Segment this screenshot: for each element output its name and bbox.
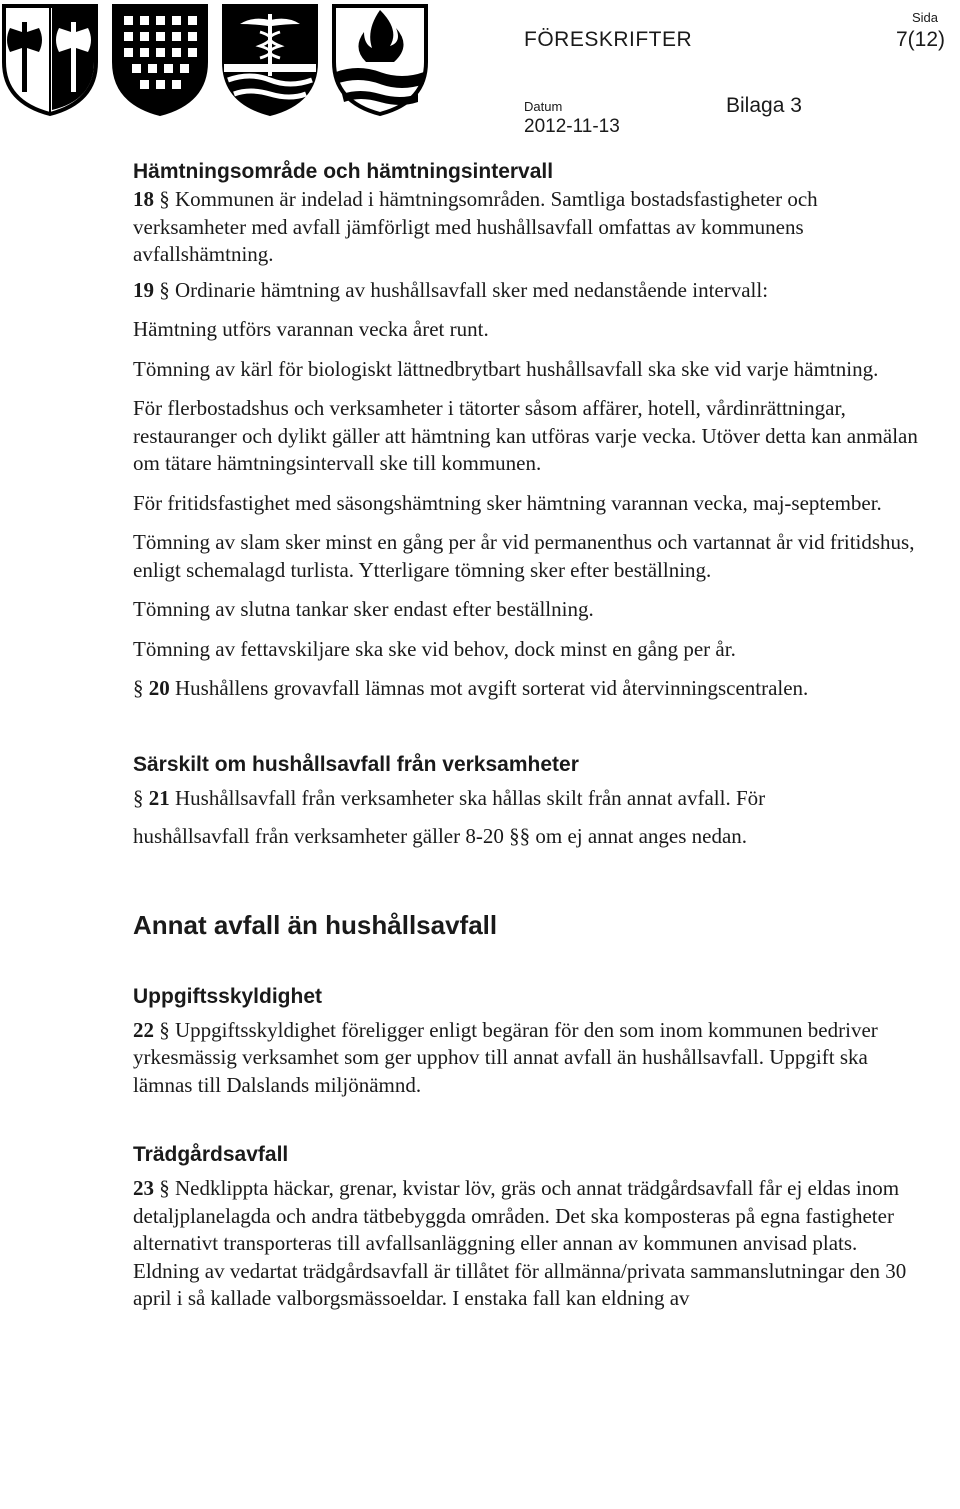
paragraph-text: Hushållsavfall från verksamheter ska hållas skilt från annat avfall. För <box>169 785 766 810</box>
paragraph-text: Hushållens grovavfall lämnas mot avgift sorterat vid återvinningscentralen. <box>169 676 809 700</box>
paragraph-18 <box>133 186 923 269</box>
paragraph-text: Kommunen är indelad i hämtningsområden. Samtliga bostadsfastigheter och verksamheter med avfall jämförligt med hushållsavfall omfattas av kommunens avfallshämtning. <box>133 187 818 266</box>
appendix-label: Bilaga 3 <box>726 94 802 117</box>
chapter-heading: Annat avfall än hushållsavfall <box>133 909 498 940</box>
section-heading: Särskilt om hushållsavfall från verksamheter <box>133 752 579 776</box>
paragraph-text: Ordinarie hämtning av hushållsavfall sker med nedanstående intervall: <box>169 277 769 302</box>
paragraph-number: 22 <box>133 1017 154 1042</box>
paragraph-22 <box>133 1017 923 1100</box>
section-heading: Trädgårdsavfall <box>133 1143 289 1166</box>
section-sign: § <box>133 785 144 810</box>
paragraph-text: hushållsavfall från verksamheter gäller 8-20 §§ om ej annat anges nedan. <box>133 824 748 848</box>
paragraph-text: För flerbostadshus och verksamheter i tätorter såsom affärer, hotell, vårdinrättningar, restauranger och dylikt gäller att hämtning kan utföras varje vecka. Utöver detta kan anmälan om tätare hämtningsintervall ske till kommunen. <box>133 396 918 475</box>
date-label: Datum <box>524 99 563 114</box>
coat-of-arms-caduceus-icon <box>220 2 320 118</box>
paragraph-text: Hämtning utförs varannan vecka året runt. <box>133 317 489 341</box>
document-title: FÖRESKRIFTER <box>524 28 693 51</box>
paragraph-text: Tömning av fettavskiljare ska ske vid behov, dock minst en gång per år. <box>133 636 736 661</box>
section-sign: § <box>159 1017 170 1042</box>
paragraph-text: Tömning av kärl för biologiskt lättnedbrytbart hushållsavfall ska ske vid varje hämtning. <box>133 356 879 381</box>
page-label: Sida <box>912 10 939 25</box>
paragraph-text: Uppgiftsskyldighet föreligger enligt begäran för den som inom kommunen bedriver yrkesmässig verksamhet som ger upphov till annat avfall än hushållsavfall. Uppgift ska lämnas till Dalslands miljönämnd. <box>133 1017 878 1097</box>
coat-of-arms-flame-icon <box>330 2 430 118</box>
paragraph-number: 18 <box>133 187 154 211</box>
coat-of-arms-axes-icon <box>0 2 100 118</box>
municipal-coats-of-arms <box>0 0 480 120</box>
paragraph-number: 20 <box>143 676 170 700</box>
paragraph-20 <box>133 675 923 703</box>
paragraph-23 <box>133 1175 923 1313</box>
paragraph-text: Tömning av slutna tankar sker endast efter beställning. <box>133 597 594 621</box>
paragraph-text: Tömning av slam sker minst en gång per år vid permanenthus och vartannat år vid fritidshus, enligt schemalagd turlista. Ytterligare tömning sker efter beställning. <box>133 530 915 582</box>
paragraph-text: Nedklippta häckar, grenar, kvistar löv, gräs och annat trädgårdsavfall får ej eldas inom detaljplanelagda och andra tätbebyggda områden. Det ska komposteras på egna fastigheter alternativt transporteras till avfallsanläggning eller annan av kommunen anvisad plats. Eldning av vedartat trädgårdsavfall är tillåtet för allmänna/privata sammanslutningar den 30 april i så kallade valborgsmässoeldar. I enstaka fall kan eldning av <box>133 1176 907 1310</box>
section-sign: § <box>159 187 170 211</box>
page-number: 7(12) <box>896 28 946 51</box>
coat-of-arms-grid-icon <box>110 2 210 118</box>
section-sign: § <box>159 277 170 302</box>
paragraph-number: 21 <box>143 785 170 810</box>
document-date: 2012-11-13 <box>524 116 620 137</box>
section-heading: Uppgiftsskyldighet <box>133 984 323 1008</box>
section-sign: § <box>159 1176 170 1200</box>
paragraph-text: För fritidsfastighet med säsongshämtning sker hämtning varannan vecka, maj-september. <box>133 490 882 515</box>
paragraph-number: 23 <box>133 1176 154 1200</box>
paragraph-19 <box>133 277 923 305</box>
paragraph-21 <box>133 785 923 813</box>
section-heading: Hämtningsområde och hämtningsintervall <box>133 160 554 183</box>
paragraph-number: 19 <box>133 277 154 302</box>
section-sign: § <box>133 676 144 700</box>
document-body <box>133 158 923 1313</box>
